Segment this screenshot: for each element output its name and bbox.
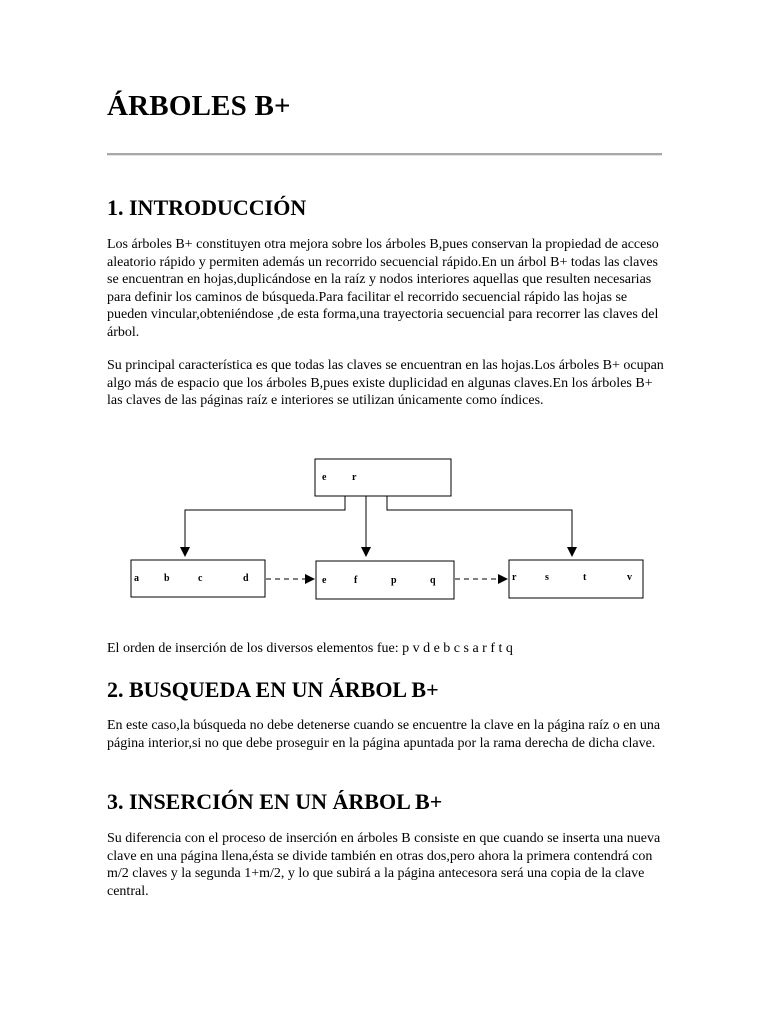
leaf-key: p — [391, 575, 397, 586]
leaf-node — [509, 560, 643, 598]
intro-paragraph-1: Los árboles B+ constituyen otra mejora sobre los árboles B,pues conservan la propiedad de acceso aleatorio rápido y permiten además un recorrido secuencial rápido.En un árbol B+ todas las claves se encuentran en hojas,duplicándose en la raíz y nodos interiores aquellas que resulten necesarias para definir los caminos de búsqueda.Para facilitar el recorrido secuencial rápido las hojas se pueden vincular,obteniéndose ,de esta forma,una trayectoria secuencial para recorrer las claves del árbol. — [107, 237, 659, 340]
leaf-key: d — [243, 573, 249, 584]
root-key: r — [352, 472, 357, 483]
leaf-key: f — [354, 575, 358, 586]
pointer-arrow — [185, 496, 345, 556]
leaf-key: a — [134, 573, 139, 584]
insercion-paragraph: Su diferencia con el proceso de inserción en árboles B consiste en que cuando se inserta una nueva clave en una página llena,ésta se divide también en otras dos,pero ahora la primera contendrá con m/2 claves y la segunda 1+m/2, y lo que subirá a la página antecesora será una copia de la clave central. — [107, 831, 661, 899]
leaf-key: s — [545, 572, 549, 583]
leaf-key: b — [164, 573, 170, 584]
leaf-key: e — [322, 575, 327, 586]
leaf-key: q — [430, 575, 436, 586]
root-node — [315, 459, 451, 496]
section-heading-busqueda: 2. BUSQUEDA EN UN ÁRBOL B+ — [107, 677, 439, 702]
section-heading-introduccion: 1. INTRODUCCIÓN — [107, 195, 307, 220]
section-heading-insercion: 3. INSERCIÓN EN UN ÁRBOL B+ — [107, 789, 443, 814]
root-key: e — [322, 472, 327, 483]
busqueda-paragraph: En este caso,la búsqueda no debe detenerse cuando se encuentre la clave en la página raíz o en una página interior,si no que debe proseguir en la página apuntada por la rama derecha de dicha clave. — [107, 718, 661, 751]
leaf-key: r — [512, 572, 517, 583]
insertion-order-text: El orden de inserción de los diversos elementos fue: p v d e b c s a r f t q — [107, 641, 513, 656]
intro-paragraph-2: Su principal característica es que todas las claves se encuentran en las hojas.Los árboles B+ ocupan algo más de espacio que los árboles B,pues existe duplicidad en algunas claves.En los árboles B+ las claves de las páginas raíz e interiores se utilizan únicamente como índices. — [107, 358, 664, 409]
leaf-key: v — [627, 572, 632, 583]
page-title: ÁRBOLES B+ — [107, 90, 291, 122]
pointer-arrow — [387, 496, 572, 556]
leaf-key: t — [583, 572, 587, 583]
leaf-key: c — [198, 573, 203, 584]
